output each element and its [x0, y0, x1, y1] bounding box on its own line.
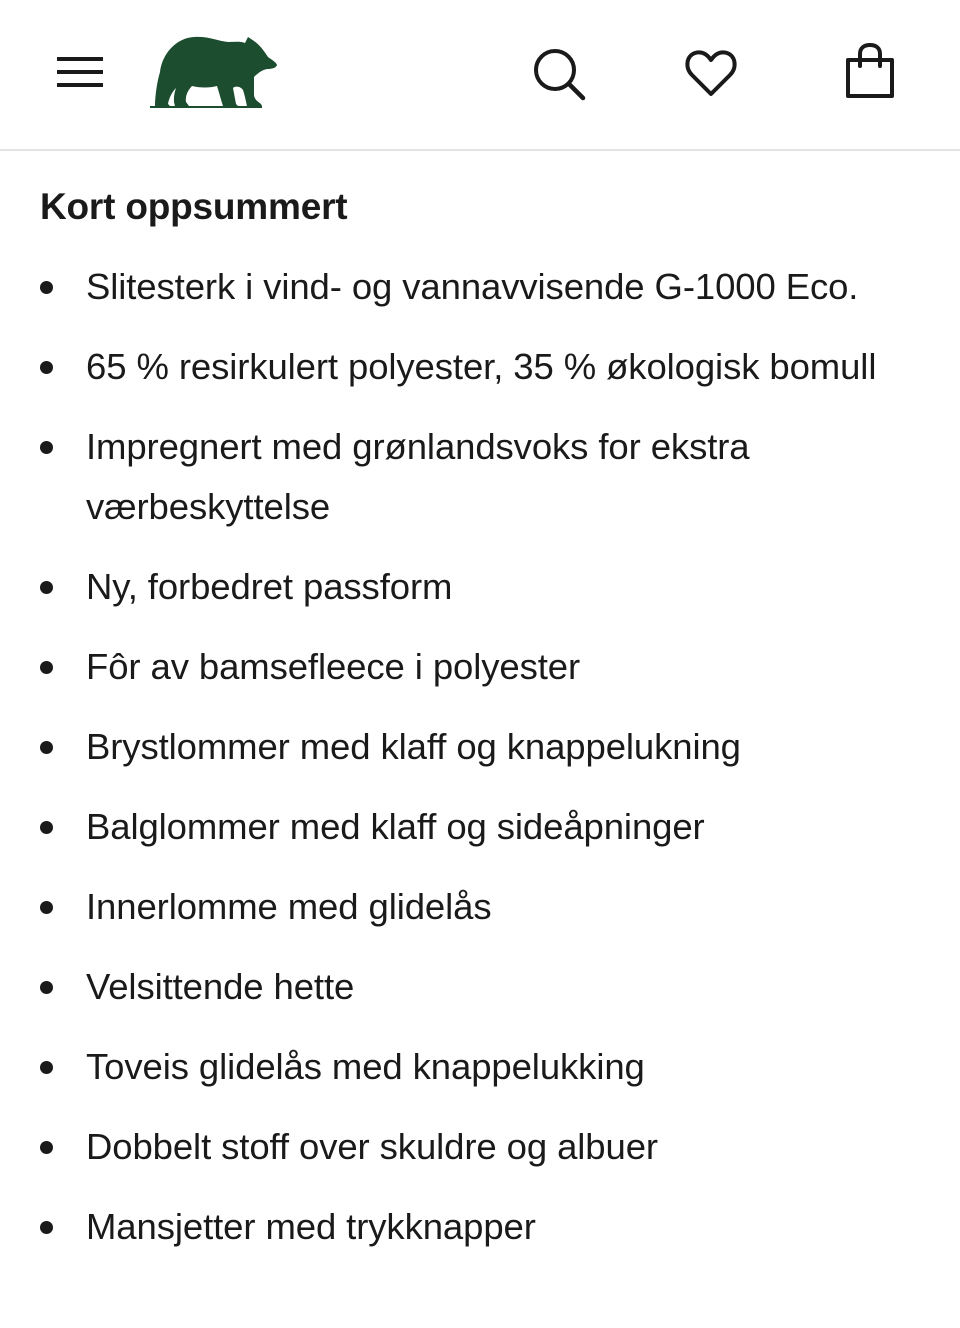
search-button[interactable] [528, 42, 590, 104]
list-item [0, 877, 960, 937]
list-item [0, 1037, 960, 1097]
bullet-dot [40, 1141, 53, 1154]
list-item [0, 257, 960, 317]
bullet-dot [40, 281, 53, 294]
bullet-dot [40, 741, 53, 754]
list-item [0, 637, 960, 697]
section-title: Kort oppsummert [40, 186, 348, 227]
hamburger-menu-icon [50, 47, 110, 97]
list-item-text: Ny, forbedret passform [86, 566, 453, 607]
bullet-dot [40, 441, 53, 454]
list-item-text: Slitesterk i vind- og vannavvisende G-1000 Eco. [86, 266, 859, 307]
bullet-dot [40, 1221, 53, 1234]
bullet-dot [40, 581, 53, 594]
list-item-text: Balglommer med klaff og sideåpninger [86, 806, 705, 847]
list-item-text: Velsittende hette [86, 966, 355, 1007]
shopping-bag-icon [838, 40, 902, 104]
list-item [0, 797, 960, 857]
wishlist-button[interactable] [680, 42, 742, 104]
site-header [0, 0, 960, 151]
shopping-bag-button[interactable] [838, 40, 902, 104]
list-item-text: Innerlomme med glidelås [86, 886, 492, 927]
search-icon [528, 42, 590, 104]
list-item-text: Impregnert med grønlandsvoks for ekstra værbeskyttelse [86, 426, 750, 527]
list-item [0, 557, 960, 617]
list-item-text: Fôr av bamsefleece i polyester [86, 646, 581, 687]
list-item-text: Dobbelt stoff over skuldre og albuer [86, 1126, 658, 1167]
bullet-dot [40, 361, 53, 374]
list-item-text: 65 % resirkulert polyester, 35 % økologisk bomull [86, 346, 877, 387]
list-item-text: Mansjetter med trykknapper [86, 1206, 536, 1247]
bullet-dot [40, 901, 53, 914]
list-item-text: Toveis glidelås med knappelukking [86, 1046, 645, 1087]
list-item [0, 1117, 960, 1177]
feature-list [0, 257, 960, 1277]
bullet-dot [40, 661, 53, 674]
list-item-text: Brystlommer med klaff og knappelukning [86, 726, 741, 767]
list-item [0, 337, 960, 397]
list-item [0, 417, 960, 537]
home-logo-link[interactable] [150, 32, 280, 110]
bullet-dot [40, 1061, 53, 1074]
list-item [0, 957, 960, 1017]
bear-logo-icon [150, 32, 280, 110]
list-item [0, 717, 960, 777]
heart-icon [680, 42, 742, 104]
bullet-dot [40, 821, 53, 834]
list-item [0, 1197, 960, 1257]
menu-button[interactable] [50, 47, 110, 97]
bullet-dot [40, 981, 53, 994]
